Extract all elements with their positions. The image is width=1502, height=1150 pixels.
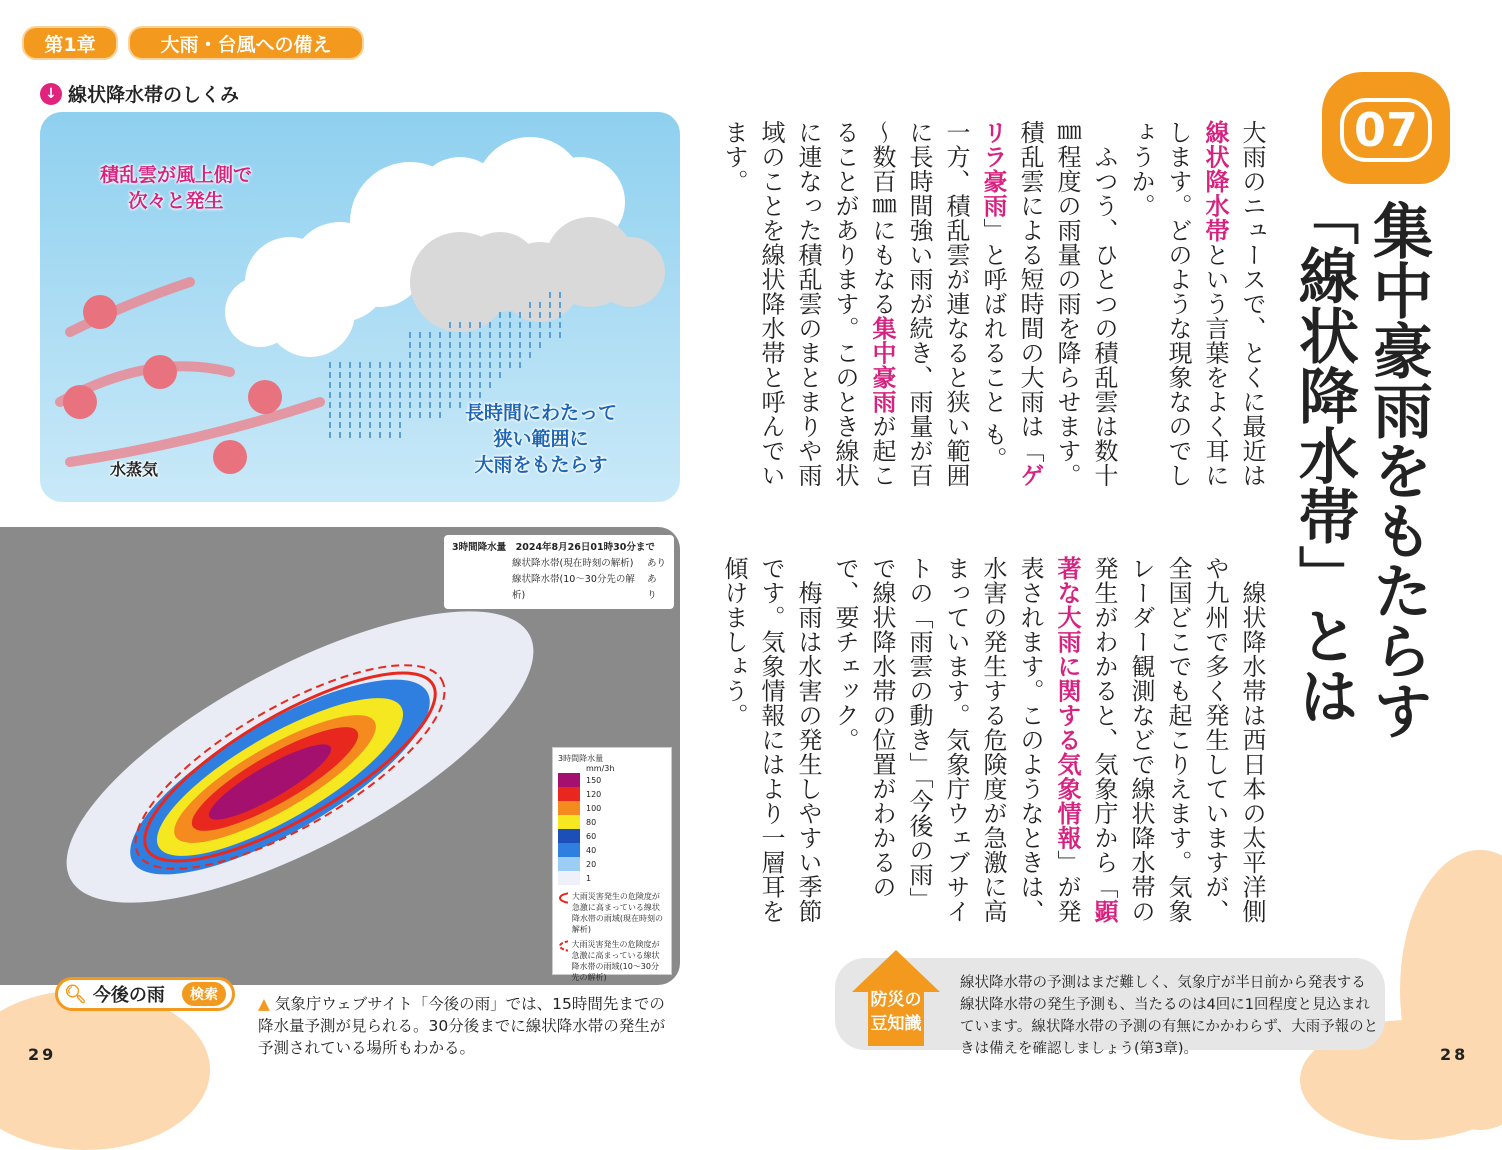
map-header-title: 3時間降水量 2024年8月26日01時30分まで (452, 542, 655, 553)
row-value: あり (646, 558, 666, 569)
body-paragraph-1 (720, 120, 1270, 495)
text: という言葉をよく耳にします。どのような現象なのでしょうか。 (1127, 120, 1229, 488)
map-header (444, 535, 674, 609)
chapter-tab: 第1章 (22, 26, 118, 60)
legend-level (558, 801, 666, 815)
down-arrow-icon: ↓ (40, 83, 62, 105)
legend-swatch (558, 857, 580, 871)
legend-unit: mm/3h (586, 764, 615, 773)
article-title-line1: 集中豪雨をもたらす (1363, 200, 1433, 740)
search-term: 今後の雨 (92, 985, 165, 1006)
search-icon: 🔍︎ (64, 983, 87, 1005)
legend-value: 40 (586, 845, 597, 855)
corner-decoration (0, 990, 210, 1150)
map-header-row (452, 556, 666, 572)
legend-level (558, 829, 666, 843)
label-cloud-formation (100, 162, 252, 214)
text: 大雨のニュースで、とくに最近は (1238, 120, 1266, 488)
legend-swatch (558, 815, 580, 829)
house-icon (850, 948, 942, 1048)
text: が起こることがあります。このとき線状に連なった積乱雲のまとまりや雨域のことを線状降水帯と呼んでいます。 (720, 120, 896, 488)
legend-swatch (558, 829, 580, 843)
legend-level (558, 871, 666, 885)
text: 梅雨は水害の発生しやすい季節です。気象情報にはより一層耳を傾けましょう。 (720, 556, 822, 924)
legend-swatch (558, 787, 580, 801)
legend-level (558, 815, 666, 829)
text: 」と呼ばれること も。一方、積乱雲が連なると狭い範囲に長時間強い雨が続き、雨量が百～数百㎜にもなる (868, 120, 1007, 488)
search-box[interactable] (55, 977, 235, 1011)
text: ふつう、ひとつの積乱雲は数十㎜程度の雨量の雨を降らせます。積乱雲による短時間の大雨は「 (1016, 120, 1118, 488)
label-line: 長時間にわたって (465, 402, 618, 424)
legend-level (558, 773, 666, 787)
highlight: 顕著な大雨に関する気象情報 (1053, 556, 1118, 924)
highlight: 線状降水帯 (1201, 120, 1229, 243)
map-caption (258, 993, 678, 1059)
row-label: 線状降水帯(10～30分先の解析) (512, 574, 635, 601)
page-number-left: 29 (28, 1045, 57, 1064)
article-number: 07 (1340, 98, 1432, 162)
label-line: 狭い範囲に (493, 428, 589, 450)
section-title: 線状降水帯のしくみ (68, 84, 240, 106)
map-legend (552, 747, 672, 982)
legend-swatch (558, 871, 580, 885)
legend-value: 120 (586, 789, 602, 799)
label-line: 大雨をもたらす (474, 454, 608, 476)
dashed-ellipse-icon (558, 939, 568, 953)
legend-solid-text: 大雨災害発生の危険度が急激に高まっている線状降水帯の雨域(現在時刻の解析) (571, 892, 663, 934)
legend-level (558, 787, 666, 801)
legend-level (558, 843, 666, 857)
legend-dashed-text: 大雨災害発生の危険度が急激に高まっている線状降水帯の雨域(10～30分先の解析) (571, 940, 660, 982)
solid-ellipse-icon (558, 891, 568, 905)
legend-value: 100 (586, 803, 602, 813)
legend-title: 3時間降水量 (558, 754, 604, 763)
chapter-title: 大雨・台風への備え (128, 26, 364, 60)
label-water-vapor: 水蒸気 (110, 460, 159, 479)
body-paragraph-2 (720, 556, 1270, 931)
highlight: 集中豪雨 (868, 316, 896, 414)
text: 」が発表されます。このようなときは、水害の発生する危険度が急激に高まっています。気象庁ウェブサイトの「雨雲の動き」「今後の雨」で線状降水帯の位置がわかるので、要チェック。 (831, 556, 1081, 924)
text: 線状降水帯は西日本の太平洋側や九州で多く発生していますが、全国どこでも起こりえます。気象レーダー観測などで線状降水帯の発生がわかると、気象庁から「 (1090, 556, 1266, 924)
label-heavy-rain (465, 400, 617, 478)
tip-label: 豆知識 (870, 1014, 922, 1034)
search-button[interactable]: 検索 (182, 982, 226, 1006)
tip-text: 線状降水帯の予測はまだ難しく、気象庁が半日前から発表する線状降水帯の発生予測も、当たるのは4回に1回程度と見込まれています。線状降水帯の予測の有無にかかわらず、大雨予報のときは備えを確認しましょう(第3章)。 (960, 975, 1379, 1057)
legend-level (558, 857, 666, 871)
linear-rainband-illustration (40, 112, 680, 502)
legend-value: 60 (586, 831, 597, 841)
label-line: 次々と発生 (128, 190, 224, 212)
map-header-row (452, 572, 666, 604)
tip-label: 防災の (870, 990, 922, 1010)
label-line: 積乱雲が風上側で (100, 164, 253, 186)
row-label: 線状降水帯(現在時刻の解析) (512, 558, 634, 569)
section-heading (40, 80, 239, 107)
caption-text: 気象庁ウェブサイト「今後の雨」では、15時間先までの降水量予測が見られる。30分後までに線状降水帯の発生が予測されている場所もわかる。 (258, 995, 666, 1057)
page-number-right: 28 (1440, 1045, 1469, 1064)
legend-value: 20 (586, 859, 597, 869)
triangle-icon: ▲ (258, 995, 275, 1013)
legend-value: 80 (586, 817, 597, 827)
row-value: あり (647, 574, 657, 601)
legend-swatch (558, 801, 580, 815)
article-title-line2: 「線状降水帯」とは (1289, 185, 1359, 725)
legend-swatch (558, 773, 580, 787)
rainfall-map (0, 527, 680, 985)
article-number-badge (1322, 72, 1450, 184)
legend-swatch (558, 843, 580, 857)
legend-value: 150 (586, 775, 602, 785)
highlight: ゲリラ豪雨 (979, 120, 1044, 488)
legend-value: 1 (586, 873, 592, 883)
